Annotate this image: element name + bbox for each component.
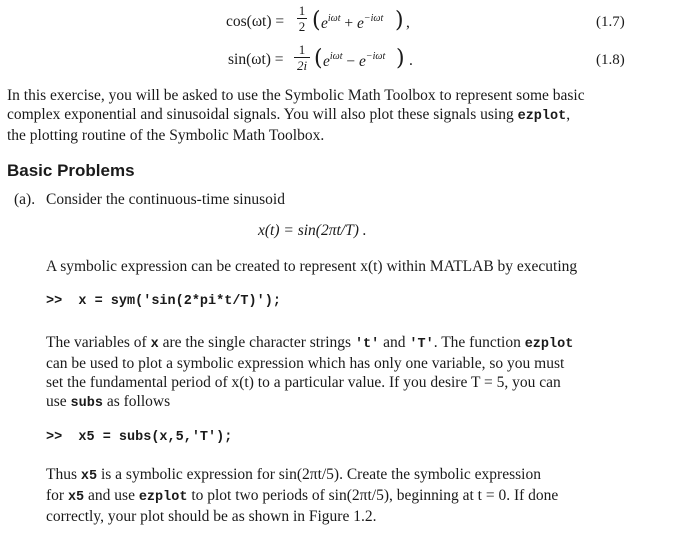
problem-a-intro: Consider the continuous-time sinusoid	[46, 191, 285, 208]
eq18-body: $e^{i\omega t} - e^{-i\omega t}$	[323, 51, 386, 70]
problem-a-label: (a).	[14, 191, 36, 208]
code-prompt: >>	[46, 294, 63, 309]
para2-line-3: set the fundamental period of x(t) to a particular value. If you desire T = 5, you can	[46, 374, 561, 391]
eq17-frac-num: 1	[298, 3, 306, 18]
problem-a-para-2	[46, 333, 634, 413]
eq17-number: (1.7)	[596, 14, 625, 30]
eq18-number: (1.8)	[596, 52, 625, 68]
code-statement: x = sym('sin(2*pi*t/T)');	[78, 294, 281, 309]
para2-line-1: The variables of x are the single character strings 't' and 'T'. The function ezplot	[46, 334, 574, 352]
section-heading: Basic Problems	[7, 161, 135, 180]
code-prompt-2: >>	[46, 430, 63, 445]
code-line-2	[46, 430, 232, 445]
problem-a-para-3	[46, 465, 634, 526]
intro-line-3: the plotting routine of the Symbolic Math Toolbox.	[7, 127, 325, 144]
para3-line-1: Thus x5 is a symbolic expression for sin(2πt/5). Create the symbolic expression	[46, 466, 541, 484]
eq18-fraction	[294, 43, 310, 72]
eq18-lhs: sin(ωt) =	[228, 51, 284, 68]
eq17-close-paren: )	[395, 8, 404, 33]
para2-line-2: can be used to plot a symbolic expression which has only one variable, so you must	[46, 355, 565, 372]
eq17-frac-den: 2	[298, 19, 306, 34]
eq18-frac-num: 1	[298, 42, 306, 57]
para3-line-3: correctly, your plot should be as shown in Figure 1.2.	[46, 508, 377, 525]
eq18-open-paren: (	[314, 46, 323, 71]
eq18-close-paren: )	[396, 46, 405, 71]
intro-line-1: In this exercise, you will be asked to use the Symbolic Math Toolbox to represent some basic	[7, 87, 585, 104]
intro-paragraph	[7, 86, 635, 145]
eq17-body: $e^{i\omega t} + e^{-i\omega t}$	[321, 13, 384, 32]
eq17-open-paren: (	[312, 8, 321, 33]
eq18-period: .	[409, 52, 413, 69]
eq17-lhs: cos(ωt) =	[226, 13, 285, 30]
problem-a-para-1: A symbolic expression can be created to represent x(t) within MATLAB by executing	[46, 258, 578, 275]
eq17-comma: ,	[406, 14, 410, 31]
eq17-fraction	[297, 4, 307, 33]
intro-line-2: complex exponential and sinusoidal signals. You will also plot these signals using ezplot,	[7, 106, 571, 124]
ezplot-code: ezplot	[517, 109, 567, 124]
code-line-1	[46, 294, 281, 309]
eq18-frac-den: 2i	[296, 58, 308, 73]
para2-line-4: use subs as follows	[46, 393, 171, 411]
para3-line-2: for x5 and use ezplot to plot two periods of sin(2πt/5), beginning at t = 0. If done	[46, 487, 559, 505]
code-statement-2: x5 = subs(x,5,'T');	[78, 430, 233, 445]
problem-a-display-equation: x(t) = sin(2πt/T) .	[258, 222, 367, 239]
